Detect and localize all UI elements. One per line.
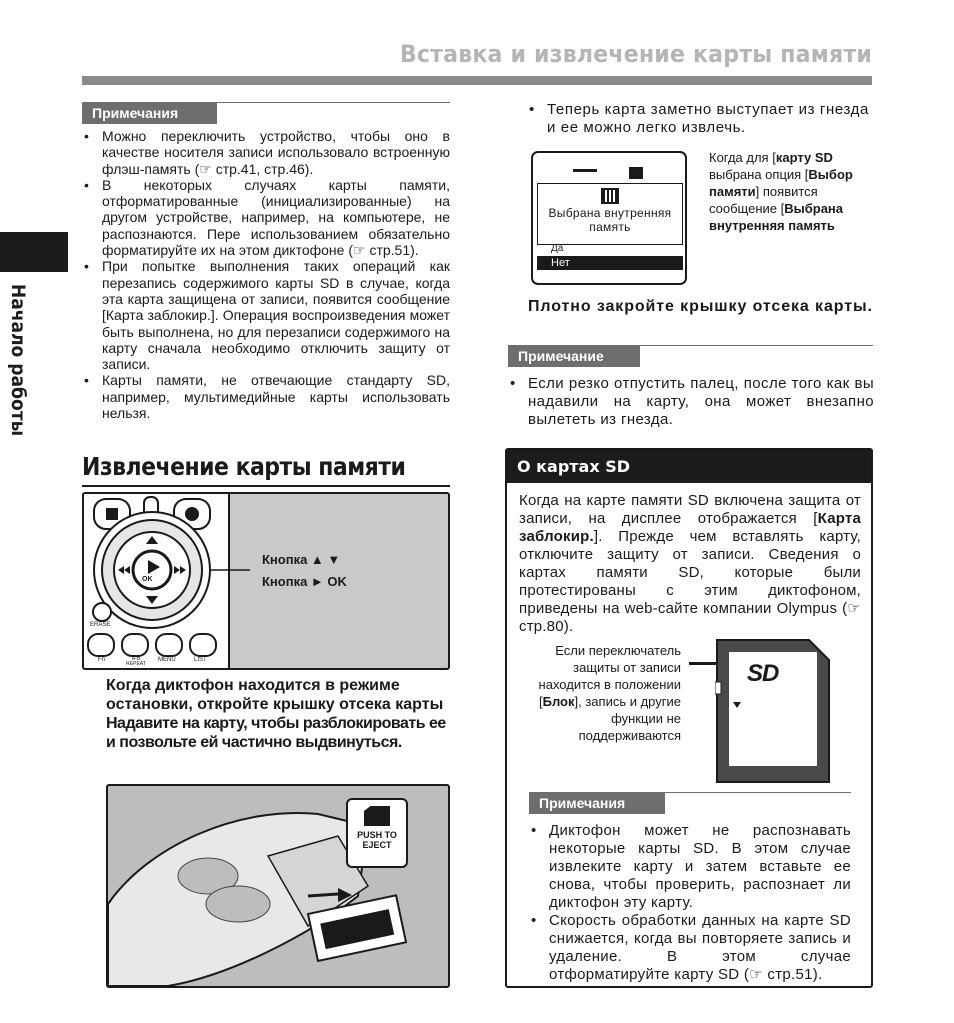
screen-caption [709, 149, 874, 234]
steps-text [106, 676, 456, 752]
display-screen [531, 151, 687, 285]
caption-text: ] появится сообщение [ [709, 184, 818, 216]
list-item: • Можно переключить устройство, чтобы оно в качестве носителя записи использовало встроенную флэш-память (☞ стр.41, стр.46). [82, 128, 450, 177]
stop-icon [106, 508, 118, 520]
option-no-selected: Нет [537, 256, 683, 270]
page-title: Вставка и извлечение карты памяти [399, 40, 872, 68]
note-tag: Примечание [508, 345, 640, 367]
header-rule [82, 76, 872, 85]
popup-message: Выбрана внутренняя память [548, 206, 672, 234]
push-to-eject-callout [346, 798, 408, 868]
ab-repeat-button [122, 634, 148, 656]
recorder-buttons-figure [82, 492, 450, 670]
heading-rule [82, 485, 450, 487]
sd-notes-list [529, 822, 851, 984]
sd-text-bold: Карта заблокир. [519, 510, 861, 545]
erase-label: ERASE [90, 622, 111, 628]
speaker-grille-2 [206, 886, 270, 922]
sd-text-part: Когда на карте памяти SD включена защита от записи, на дисплее отображается [ [519, 492, 861, 527]
sd-box-title: О картах SD [507, 450, 871, 483]
step-close-cover: Плотно закройте крышку отсека карты. [528, 298, 873, 315]
list-item: • Если резко отпустить палец, после того как вы надавили на карту, она может внезапно вылететь из гнезда. [508, 375, 874, 429]
write-protect-switch [715, 682, 721, 694]
list-item: • Скорость обработки данных на карте SD снижается, когда вы повторяете запись и удаление. В этом случае отформатируйте карту SD (☞ стр.51). [529, 912, 851, 984]
sd-text-part: ]. Прежде чем вставлять карту, отключите защиту от записи. Сведения о картах памяти SD, которые были протестированы с этим диктофоном, приведены на web-сайте компании Olympus (☞ стр.80). [519, 528, 861, 635]
right-note-list [508, 375, 874, 429]
memory-icon [573, 169, 597, 182]
message-popup [537, 183, 683, 245]
note-tag-rule [640, 345, 873, 346]
erase-button [93, 603, 111, 621]
sd-card-icon [364, 806, 390, 826]
sd-box-text [519, 492, 861, 636]
sd-info-box [505, 448, 873, 988]
right-note-header [508, 345, 873, 367]
caption-bold: Выбрана внутренняя память [709, 201, 844, 233]
sd-notes-header [529, 792, 851, 814]
caption-bold: Выбор памяти [709, 167, 853, 199]
list-label: LIST [194, 657, 207, 663]
internal-memory-icon [601, 188, 619, 204]
sd-logo: SD [747, 660, 779, 687]
notes-tag-rule [217, 102, 450, 103]
caption-text: ], запись и другие функции не поддерживаются [574, 694, 681, 743]
list-item: • При попытке выполнения таких операций как перезапись содержимого карты SD в случае, когда эта карта защищена от записи, появится сообщение [Карта заблокир.]. Операция воспроизведения может быть выполнена, но для перезаписи содержимого на карту сначала необходимо отключить защиту от записи. [82, 258, 450, 372]
notes-tag: Примечания [529, 792, 665, 814]
list-item: • Диктофон может не распознавать некоторые карты SD. В этом случае извлеките карту и затем вставьте ее снова, чтобы проверить, распознает ли диктофон эту карту. [529, 822, 851, 912]
push-to-eject-label: PUSH TO EJECT [357, 830, 397, 850]
card-eject-figure [106, 784, 450, 988]
ok-center-label: OK [142, 576, 153, 583]
right-bullet-list [527, 101, 873, 137]
list-item: • В некоторых случаях карты памяти, отформатированные (инициализированные) на другом устройстве, например, на компьютере, не распознаются. Пере использованием обязательно форматируйте их на этом диктофоне (☞ стр.51). [82, 177, 450, 258]
ab-repeat-label: A-B REPEAT [126, 656, 146, 667]
sd-card-icon [629, 167, 643, 179]
eject-arrow [308, 894, 338, 896]
caption-text: Когда для [ [709, 150, 776, 165]
button-ok-label: Кнопка ► OK [262, 574, 347, 589]
record-icon [185, 507, 199, 521]
sd-write-protect-caption [529, 642, 681, 744]
fn-button [88, 634, 114, 656]
button-updown-label: Кнопка ▲ ▼ [262, 552, 341, 567]
menu-button [156, 634, 182, 656]
list-item: • Карты памяти, не отвечающие стандарту SD, например, мультимедийные карты использовать нельзя. [82, 372, 450, 421]
step-press-card: Надавите на карту, чтобы разблокировать ее и позвольте ей частично выдвинуться. [106, 715, 446, 751]
left-notes-list [82, 128, 450, 421]
notes-tag-rule [665, 792, 851, 793]
fn-label: Fn [98, 657, 106, 663]
list-button [190, 634, 216, 656]
caption-text: выбрана опция [ [709, 167, 809, 182]
menu-label: MENU [158, 657, 176, 663]
caption-bold: карту SD [775, 150, 833, 165]
list-item: • Теперь карта заметно выступает из гнезда и ее можно легко извлечь. [527, 101, 873, 137]
caption-text: Если переключатель защиты от записи находится в положении [ [538, 643, 681, 709]
section-heading-remove-card: Извлечение карты памяти [82, 452, 406, 481]
step-open-cover: Когда диктофон находится в режиме остановки, откройте крышку отсека карты [106, 677, 444, 713]
option-yes: Да [551, 243, 564, 254]
notes-tag: Примечания [82, 102, 217, 124]
left-notes-header [82, 102, 450, 124]
section-side-label: Начало работы [7, 283, 29, 437]
caption-bold: Блок [542, 694, 575, 709]
